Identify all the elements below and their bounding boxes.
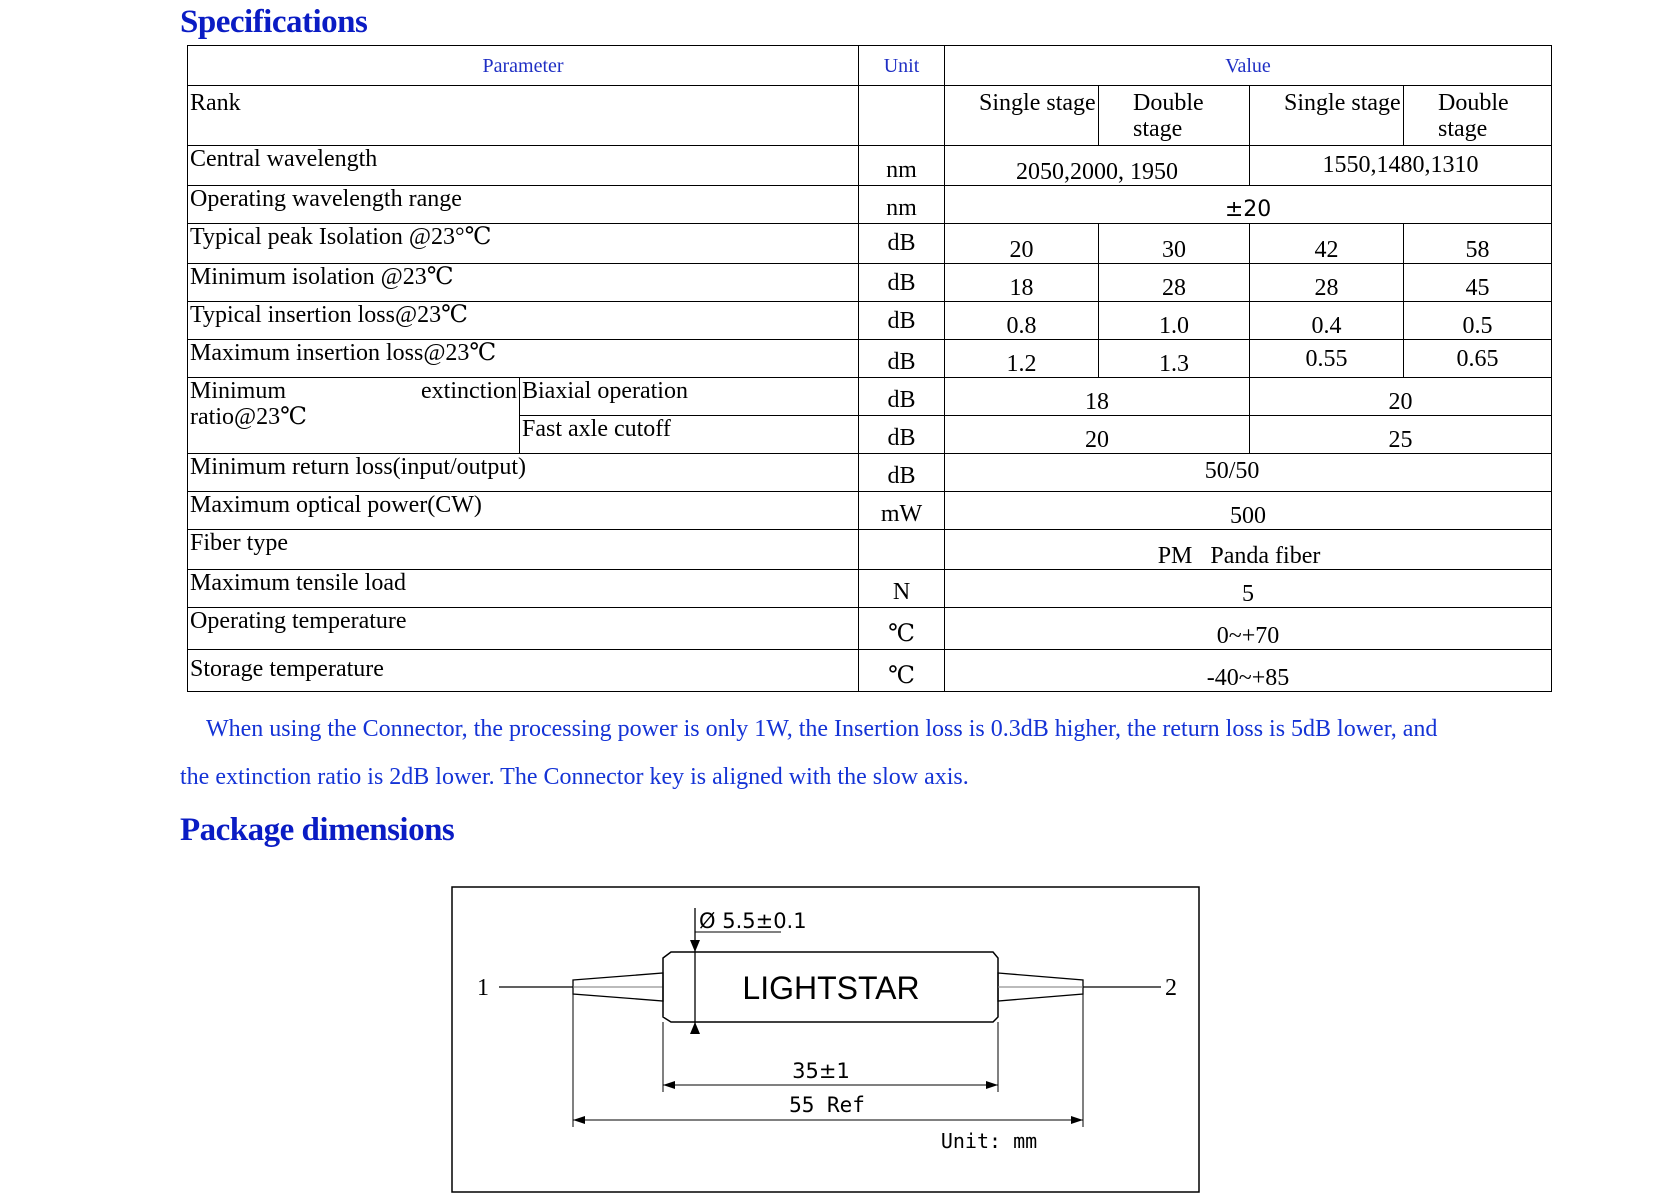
value-cell: 5 [945, 570, 1552, 608]
unit-cell: dB [859, 340, 945, 378]
table-row [188, 146, 1552, 186]
table-row [188, 378, 1552, 416]
unit-cell: ℃ [859, 650, 945, 692]
specifications-heading: Specifications [180, 4, 368, 40]
drawing-frame [452, 887, 1199, 1192]
param-label: Operating wavelength range [188, 186, 859, 224]
value-cell: 0.4 [1250, 302, 1404, 340]
rank-label: Rank [188, 86, 859, 146]
value-cell: 18 [945, 264, 1099, 302]
value-cell: 1550,1480,1310 [1250, 146, 1552, 186]
table-row [188, 302, 1552, 340]
value-cell: 20 [945, 224, 1099, 264]
connector-note-line-1: When using the Connector, the processing power is only 1W, the Insertion loss is 0.3dB higher, the return loss is 5dB lower, and [206, 716, 1438, 742]
value-cell: 0.55 [1250, 340, 1404, 378]
table-row [188, 264, 1552, 302]
value-cell: 20 [945, 416, 1250, 454]
param-label: Fiber type [188, 530, 859, 570]
value-cell: 0~+70 [945, 608, 1552, 650]
unit-cell: ℃ [859, 608, 945, 650]
header-parameter: Parameter [188, 46, 859, 86]
value-cell: -40~+85 [945, 650, 1552, 692]
body-length-label: 35±1 [792, 1059, 850, 1083]
param-label: Typical peak Isolation @23°℃ [188, 224, 859, 264]
rank-stage: Double stage [1099, 86, 1250, 146]
body-length-arrow-left [663, 1081, 675, 1089]
rank-stage: Double stage [1404, 86, 1552, 146]
unit-cell: dB [859, 416, 945, 454]
unit-cell [859, 530, 945, 570]
value-cell: 28 [1099, 264, 1250, 302]
value-cell: 1.2 [945, 340, 1099, 378]
param-label: Minimum isolation @23℃ [188, 264, 859, 302]
table-row [188, 454, 1552, 492]
extinction-word-ratio: ratio@23℃ [190, 404, 307, 430]
value-cell: 50/50 [945, 454, 1552, 492]
value-cell: 1.0 [1099, 302, 1250, 340]
table-row [188, 650, 1552, 692]
value-cell: 0.8 [945, 302, 1099, 340]
unit-cell: mW [859, 492, 945, 530]
value-cell: 2050,2000, 1950 [945, 146, 1250, 186]
param-label: Central wavelength [188, 146, 859, 186]
total-length-arrow-right [1071, 1116, 1083, 1124]
value-cell: 500 [945, 492, 1552, 530]
param-label: Minimum return loss(input/output) [188, 454, 859, 492]
param-label: Maximum insertion loss@23℃ [188, 340, 859, 378]
unit-label: Unit: mm [940, 1129, 1038, 1153]
table-row [188, 186, 1552, 224]
specifications-table [187, 45, 1552, 692]
value-cell: 25 [1250, 416, 1552, 454]
table-row [188, 570, 1552, 608]
value-cell: 45 [1404, 264, 1552, 302]
unit-cell: N [859, 570, 945, 608]
table-row [188, 608, 1552, 650]
diameter-arrow-bottom [690, 1022, 700, 1034]
rank-unit [859, 86, 945, 146]
unit-cell: dB [859, 378, 945, 416]
unit-cell: dB [859, 302, 945, 340]
package-drawing [451, 886, 1200, 1193]
value-cell: 20 [1250, 378, 1552, 416]
table-row [188, 340, 1552, 378]
value-cell: 58 [1404, 224, 1552, 264]
extinction-label-line [190, 378, 517, 404]
param-label: Fast axle cutoff [520, 416, 859, 454]
param-label: Maximum optical power(CW) [188, 492, 859, 530]
port-1-label: 1 [477, 975, 489, 1001]
unit-cell: dB [859, 264, 945, 302]
value-cell: 0.5 [1404, 302, 1552, 340]
table-row [188, 86, 1552, 146]
extinction-word-extinction: extinction [421, 378, 517, 404]
value-cell: 18 [945, 378, 1250, 416]
param-label: Maximum tensile load [188, 570, 859, 608]
table-row [188, 492, 1552, 530]
table-header-row [188, 46, 1552, 86]
param-label: Operating temperature [188, 608, 859, 650]
diameter-label: Ø 5.5±0.1 [699, 909, 807, 933]
total-length-label: 55 Ref [789, 1093, 865, 1117]
param-label: Biaxial operation [520, 378, 859, 416]
body-length-arrow-right [986, 1081, 998, 1089]
port-2-label: 2 [1165, 975, 1177, 1001]
diameter-arrow-top [690, 940, 700, 952]
param-label: Typical insertion loss@23℃ [188, 302, 859, 340]
rank-stage: Single stage [1250, 86, 1404, 146]
value-cell: ±20 [945, 186, 1552, 224]
rank-stage: Single stage [945, 86, 1099, 146]
unit-cell: nm [859, 146, 945, 186]
header-value: Value [945, 46, 1552, 86]
value-cell: PM Panda fiber [945, 530, 1552, 570]
unit-cell: dB [859, 454, 945, 492]
table-row [188, 224, 1552, 264]
value-cell: 1.3 [1099, 340, 1250, 378]
extinction-label [188, 378, 520, 454]
table-row [188, 530, 1552, 570]
unit-cell: dB [859, 224, 945, 264]
package-dimensions-heading: Package dimensions [180, 812, 455, 848]
value-cell: 28 [1250, 264, 1404, 302]
connector-note-line-2: the extinction ratio is 2dB lower. The Connector key is aligned with the slow axis. [180, 764, 969, 790]
param-label: Storage temperature [188, 650, 859, 692]
value-cell: 42 [1250, 224, 1404, 264]
value-cell: 30 [1099, 224, 1250, 264]
brand-label: LIGHTSTAR [742, 970, 920, 1006]
extinction-word-minimum: Minimum [190, 378, 287, 404]
unit-cell: nm [859, 186, 945, 224]
total-length-arrow-left [573, 1116, 585, 1124]
header-unit: Unit [859, 46, 945, 86]
value-cell: 0.65 [1404, 340, 1552, 378]
